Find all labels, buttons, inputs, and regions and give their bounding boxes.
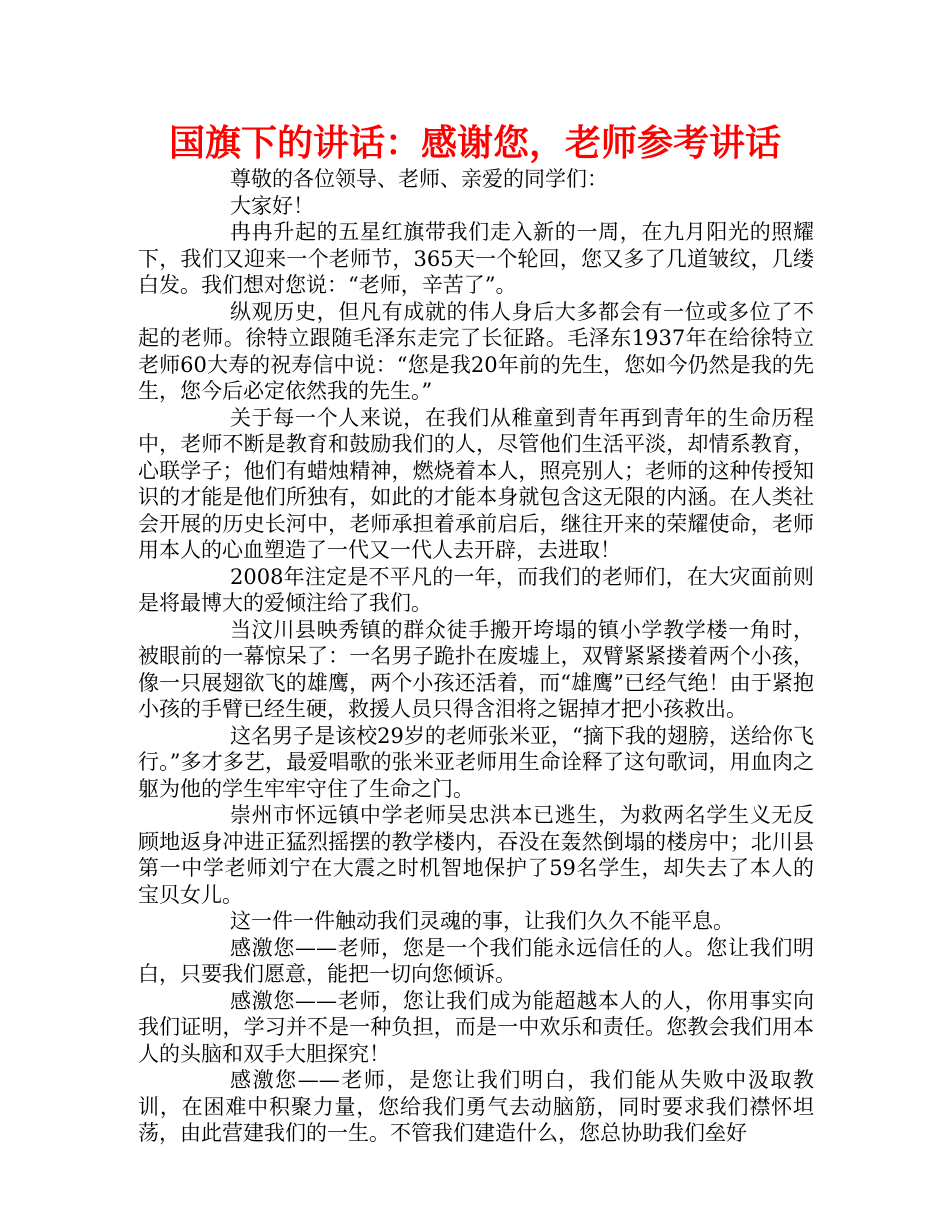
paragraph: 冉冉升起的五星红旗带我们走入新的一周，在九月阳光的照耀下，我们又迎来一个老师节，365天一个轮回，您又多了几道皱纹，几缕白发。我们想对您说：“老师，辛苦了”。: [138, 220, 814, 297]
paragraph: 2008年注定是不平凡的一年，而我们的老师们，在大灾面前则是将最博大的爱倾注给了我们。: [138, 564, 814, 615]
paragraph: 当汶川县映秀镇的群众徒手搬开垮塌的镇小学教学楼一角时，被眼前的一幕惊呆了：一名男子跪扑在废墟上，双臂紧紧搂着两个小孩，像一只展翅欲飞的雄鹰，两个小孩还活着，而“雄鹰”已经气绝！由于紧抱小孩的手臂已经生硬，救援人员只得含泪将之锯掉才把小孩救出。: [138, 617, 814, 721]
greeting: 大家好！: [230, 193, 314, 218]
document-title: 国旗下的讲话：感谢您，老师参考讲话: [168, 123, 781, 164]
paragraph: 崇州市怀远镇中学老师吴忠洪本已逃生，为救两名学生义无反顾地返身冲进正猛烈摇摆的教学楼内，吞没在轰然倒塌的楼房中；北川县第一中学老师刘宁在大震之时机智地保护了59名学生，却失去了本人的宝贝女儿。: [138, 803, 814, 907]
salutation: 尊敬的各位领导、老师、亲爱的同学们：: [230, 167, 608, 191]
paragraph: 感激您——老师，您是一个我们能永远信任的人。您让我们明白，只要我们愿意，能把一切向您倾诉。: [138, 935, 814, 986]
paragraph: 关于每一个人来说，在我们从稚童到青年再到青年的生命历程中，老师不断是教育和鼓励我们的人，尽管他们生活平淡，却情系教育，心联学子；他们有蜡烛精神，燃烧着本人，照亮别人；老师的这种传授知识的才能是他们所独有，如此的才能本身就包含这无限的内涵。在人类社会开展的历史长河中，老师承担着承前启后，继往开来的荣耀使命，老师用本人的心血塑造了一代又一代人去开辟，去进取！: [138, 405, 814, 562]
paragraph: 感激您——老师，是您让我们明白，我们能从失败中汲取教训，在困难中积聚力量，您给我们勇气去动脑筋，同时要求我们襟怀坦荡，由此营建我们的一生。不管我们建造什么，您总协助我们垒好: [138, 1068, 814, 1145]
paragraph: 感激您——老师，您让我们成为能超越本人的人，你用事实向我们证明，学习并不是一种负担，而是一中欢乐和责任。您教会我们用本人的头脑和双手大胆探究！: [138, 988, 814, 1066]
document-body: [138, 166, 814, 1147]
paragraph: 这一件一件触动我们灵魂的事，让我们久久不能平息。: [230, 909, 734, 933]
paragraph: 纵观历史，但凡有成就的伟人身后大多都会有一位或多位了不起的老师。徐特立跟随毛泽东走完了长征路。毛泽东1937年在给徐特立老师60大寿的祝寿信中说：“您是我20年前的先生，您如今仍然是我的先生，您今后必定依然我的先生。”: [138, 299, 814, 403]
paragraph: 这名男子是该校29岁的老师张米亚，“摘下我的翅膀，送给你飞行。”多才多艺，最爱唱歌的张米亚老师用生命诠释了这句歌词，用血肉之躯为他的学生牢牢守住了生命之门。: [138, 723, 814, 801]
